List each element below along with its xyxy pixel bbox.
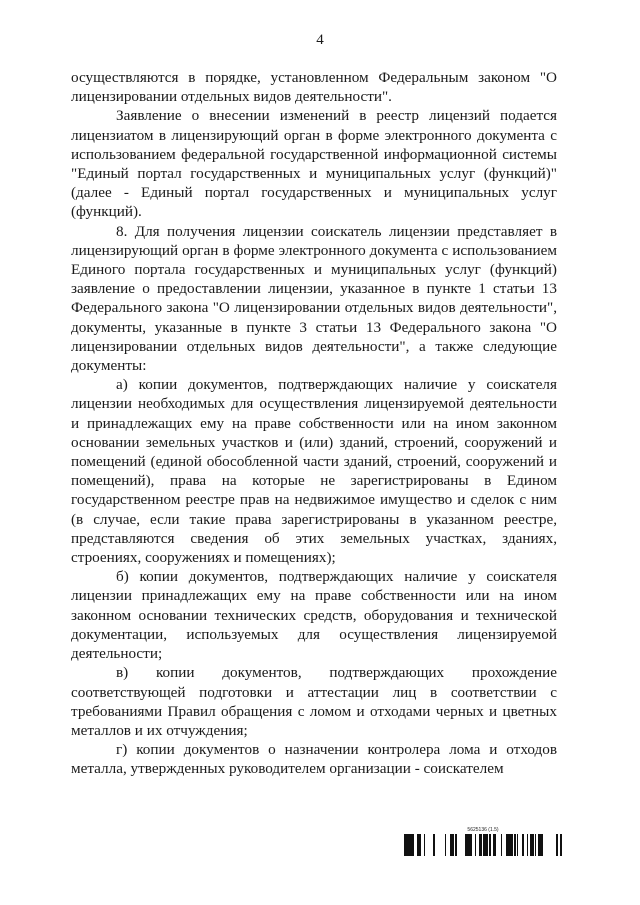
paragraph-item-v: в) копии документов, подтверждающих прохождение соответствующей подготовки и аттестации лиц в соответствии с требованиями Правил обращения с ломом и отходами черных и цветных металлов и их отчуждения; (71, 664, 557, 739)
document-body (71, 68, 557, 779)
page-number: 4 (316, 32, 324, 48)
paragraph-item-b: б) копии документов, подтверждающих наличие у соискателя лицензии принадлежащих ему на праве собственности или на ином законном основании технических средств, оборудования и технической документации, используемых для осуществления лицензируемой деятельности; (71, 568, 557, 663)
barcode-image (404, 834, 562, 856)
paragraph-clause-8: 8. Для получения лицензии соискатель лицензии представляет в лицензирующий орган в форме электронного документа с использованием Единого портала государственных и муниципальных услуг (функций) заявление о предоставлении лицензии, указанное в пункте 1 статьи 13 Федерального закона "О лицензировании отдельных видов деятельности", документы, указанные в пункте 3 статьи 13 Федерального закона "О лицензировании отдельных видов деятельности", а также следующие документы: (71, 222, 557, 375)
paragraph-item-a: а) копии документов, подтверждающих наличие у соискателя лицензии необходимых для осуществления лицензируемой деятельности и принадлежащих ему на праве собственности или на ином законном основании земельных участков и (или) зданий, строений, сооружений и помещений (единой обособленной части зданий, строений, сооружений и помещений), права на которые не зарегистрированы в Едином государственном реестре прав на недвижимое имущество и сделок с ним (в случае, если такие права зарегистрированы в указанном реестре, представляются сведения об этих земельных участках, зданиях, строениях, сооружениях и помещениях); (71, 376, 557, 567)
barcode-caption: 5625136 (1.5) (467, 827, 499, 833)
document-barcode (404, 827, 562, 856)
paragraph-item-g: г) копии документов о назначении контролера лома и отходов металла, утвержденных руководителем организации - соискателем (71, 741, 557, 778)
paragraph-registry-change: Заявление о внесении изменений в реестр лицензий подается лицензиатом в лицензирующий орган в форме электронного документа с использованием федеральной государственной информационной системы "Единый портал государственных и муниципальных услуг (функций)" (далее - Единый портал государственных и муниципальных услуг (функций). (71, 107, 557, 221)
paragraph-continuation: осуществляются в порядке, установленном Федеральным законом "О лицензировании отдельных видов деятельности". (71, 69, 557, 106)
